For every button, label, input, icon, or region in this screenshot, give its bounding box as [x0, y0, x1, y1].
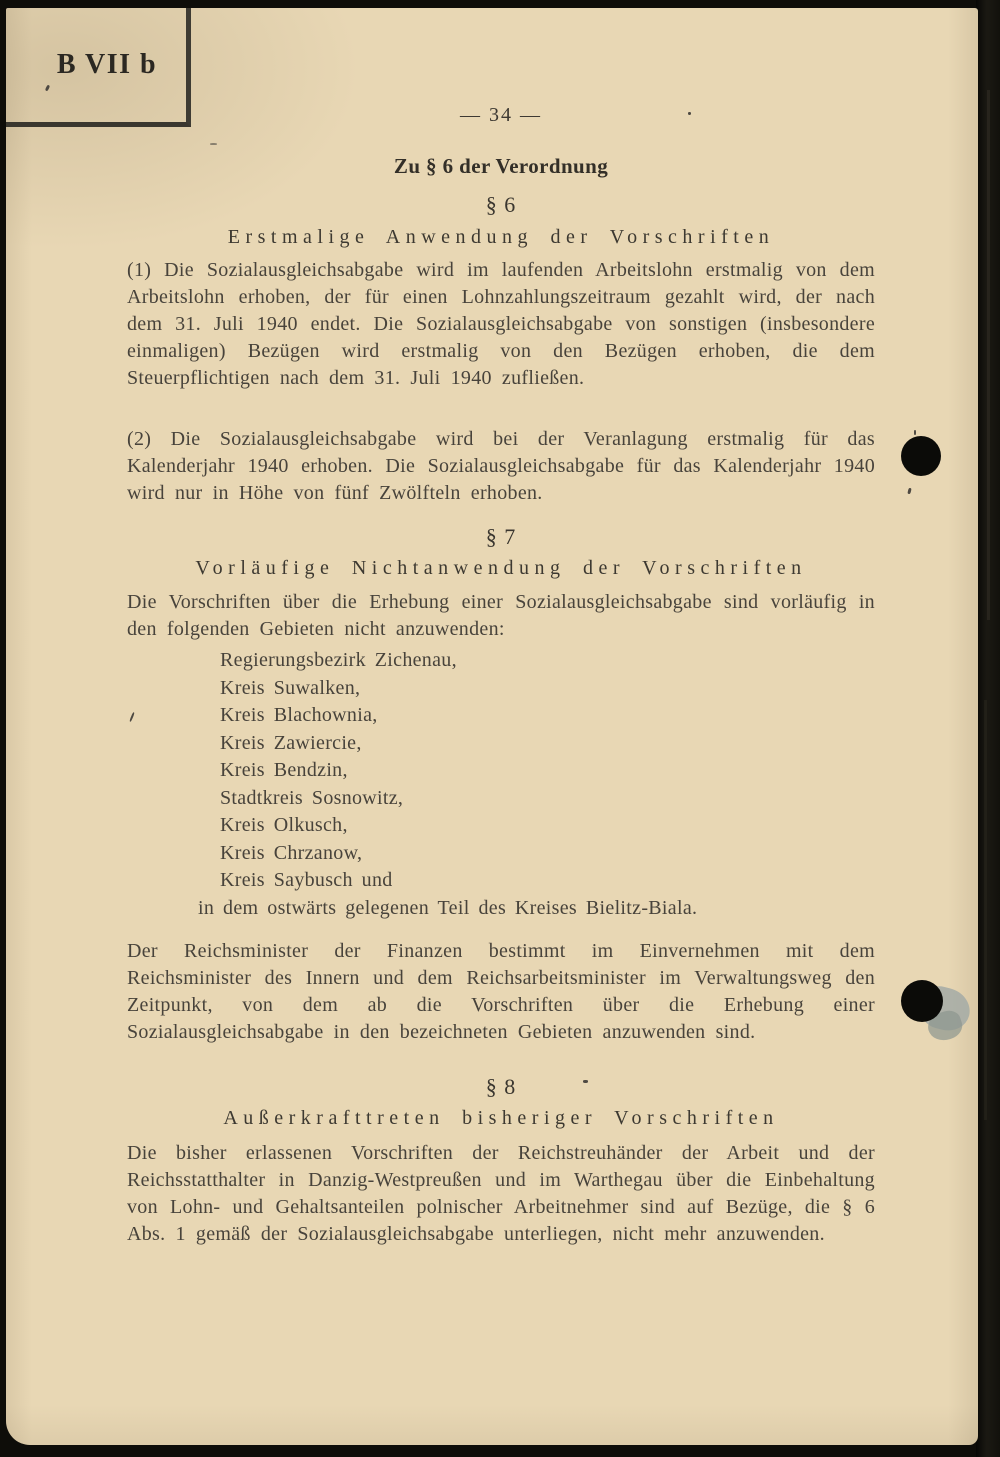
section7-title: Vorläufige Nichtanwendung der Vorschriften [195, 557, 807, 579]
scan-speck [583, 1080, 588, 1083]
punch-hole-top [901, 436, 941, 476]
classification-label: B VII b [56, 49, 158, 80]
section7-area-list [127, 647, 875, 922]
section7-number: § 7 [485, 524, 517, 549]
area-list-item: Kreis Zawiercie, [220, 731, 362, 754]
area-list-item: Kreis Chrzanow, [220, 841, 363, 864]
area-list-item: Kreis Bendzin, [220, 759, 348, 781]
section8-number: § 8 [485, 1074, 517, 1099]
section7-outro: Der Reichsminister der Finanzen bestimmt im Einvernehmen mit dem Reichsminister des Innern und dem Reichsarbeitsminister im Verwaltungsweg den Zeitpunkt, von dem ab die Vorschriften über die Erhebung einer Sozialausgleichsabgabe in den bezeichneten Gebieten anzuwenden sind. [127, 940, 875, 1043]
scan-speck [688, 112, 691, 115]
section8-title: Außerkrafttreten bisheriger Vorschriften [223, 1107, 779, 1129]
kicker-heading: Zu § 6 der Verordnung [393, 154, 609, 178]
edge-streak [987, 90, 990, 620]
scan-speck [914, 430, 916, 435]
area-list-item: Kreis Olkusch, [220, 814, 348, 836]
area-list-item: Kreis Suwalken, [220, 676, 361, 699]
section6-number: § 6 [485, 192, 517, 217]
area-list-item: Regierungsbezirk Zichenau, [220, 649, 457, 671]
section6-paragraph-2: (2) Die Sozialausgleichsabgabe wird bei der Veranlagung erstmalig für das Kalenderjahr 1940 erhoben. Die Sozialausgleichsabgabe für das Kalenderjahr 1940 wird nur in Höhe von fünf Zwölfteln erhoben. [127, 428, 875, 504]
area-list-item: in dem ostwärts gelegenen Teil des Kreises Bielitz-Biala. [198, 896, 698, 919]
edge-streak [984, 700, 987, 1120]
section7-intro: Die Vorschriften über die Erhebung einer Sozialausgleichsabgabe sind vorläufig in den folgenden Gebieten nicht anzuwenden: [127, 591, 875, 640]
punch-hole-bottom [901, 980, 943, 1022]
scan-speck [210, 143, 217, 145]
section8-paragraph: Die bisher erlassenen Vorschriften der Reichstreuhänder der Arbeit und der Reichsstatthalter in Danzig-Westpreußen und im Warthegau über die Einbehaltung von Lohn- und Gehaltsanteilen polnischer Arbeitnehmer sind auf Bezüge, die § 6 Abs. 1 gemäß der Sozialausgleichsabgabe unterliegen, nicht mehr anzuwenden. [127, 1142, 875, 1245]
area-list-item: Kreis Blachownia, [220, 704, 378, 726]
area-list-item: Kreis Saybusch und [220, 869, 393, 891]
area-list-item: Stadtkreis Sosnowitz, [220, 786, 404, 809]
section6-paragraph-1: (1) Die Sozialausgleichsabgabe wird im laufenden Arbeitslohn erstmalig von dem Arbeitslohn erhoben, der für einen Lohnzahlungszeitraum gezahlt wird, der nach dem 31. Juli 1940 endet. Die Sozialausgleichsabgabe von sonstigen (insbesondere einmaligen) Bezügen wird erstmalig von den Bezügen erhoben, die dem Steuerpflichtigen nach dem 31. Juli 1940 zufließen. [127, 259, 875, 389]
section6-title: Erstmalige Anwendung der Vorschriften [227, 226, 775, 248]
page-number: — 34 — [460, 104, 542, 126]
